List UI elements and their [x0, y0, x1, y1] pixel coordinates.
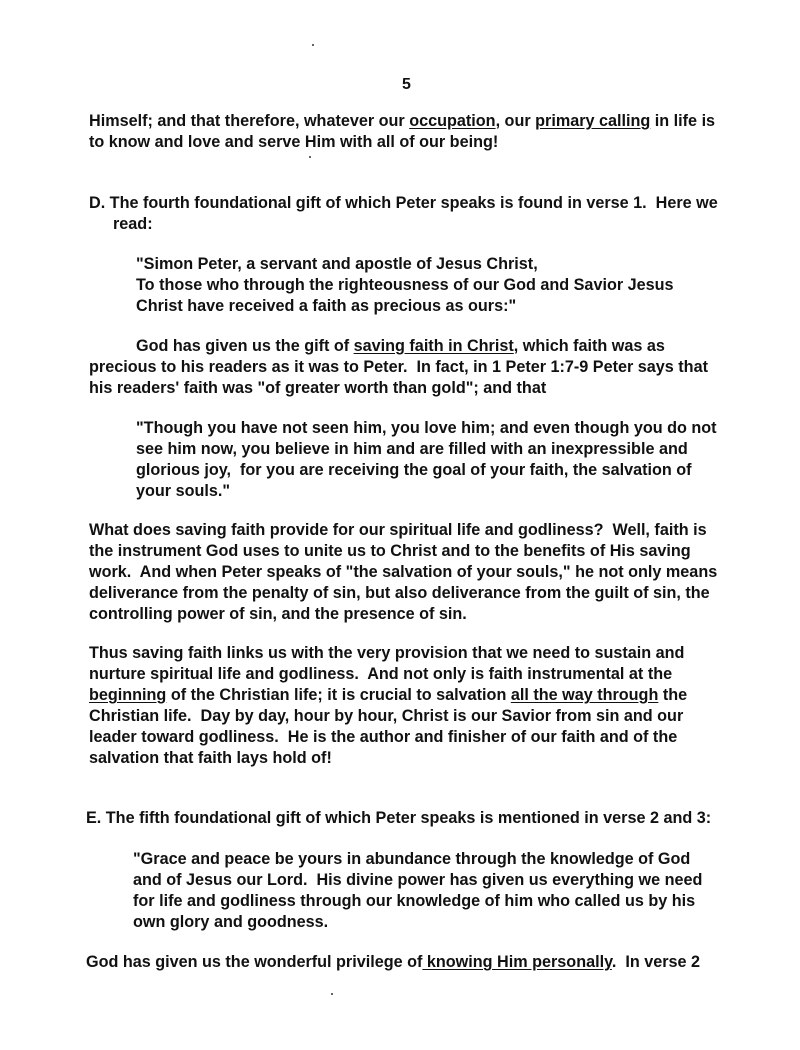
- paragraph-2-line-1: [136, 336, 665, 357]
- quote-1-line-1: "Simon Peter, a servant and apostle of Jesus Christ,: [136, 255, 538, 273]
- quote-3-line-1: "Grace and peace be yours in abundance through the knowledge of God: [133, 850, 691, 868]
- quote-2-line-3: glorious joy, for you are receiving the goal of your faith, the salvation of: [136, 461, 692, 479]
- text: , our: [495, 112, 536, 130]
- text: of the Christian life; it is crucial to salvation: [166, 686, 511, 704]
- quote-3-line-2: and of Jesus our Lord. His divine power has given us everything we need: [133, 871, 703, 889]
- text: the: [658, 686, 688, 704]
- quote-1-line-3: Christ have received a faith as precious as ours:": [136, 297, 517, 315]
- scan-speck: [312, 44, 314, 46]
- paragraph-4-line-2: nurture spiritual life and godliness. And not only is faith instrumental at the: [89, 665, 673, 683]
- text: , which faith was as: [513, 337, 665, 355]
- section-d-heading-line-1: D. The fourth foundational gift of which Peter speaks is found in verse 1. Here we: [89, 194, 718, 212]
- paragraph-3-line-1: What does saving faith provide for our spiritual life and godliness? Well, faith is: [89, 521, 707, 539]
- underlined-text: beginning: [89, 686, 167, 704]
- paragraph-3-line-4: deliverance from the penalty of sin, but also deliverance from the guilt of sin, the: [89, 584, 710, 602]
- paragraph-5-line-1: [86, 952, 700, 973]
- scan-speck: [309, 156, 311, 158]
- paragraph-3-line-3: work. And when Peter speaks of "the salvation of your souls," he not only means: [89, 563, 718, 581]
- text: Himself; and that therefore, whatever our: [89, 112, 410, 130]
- section-e-heading: E. The fifth foundational gift of which Peter speaks is mentioned in verse 2 and 3:: [86, 809, 712, 827]
- quote-1-line-2: To those who through the righteousness of our God and Savior Jesus: [136, 276, 674, 294]
- text: God has given us the wonderful privilege of: [86, 953, 423, 971]
- text: . In verse 2: [611, 953, 701, 971]
- scan-speck: [331, 993, 333, 995]
- underlined-text: occupation: [409, 112, 496, 130]
- quote-3-line-3: for life and godliness through our knowledge of him who called us by his: [133, 892, 696, 910]
- quote-2-line-2: see him now, you believe in him and are filled with an inexpressible and: [136, 440, 688, 458]
- paragraph-4-line-6: salvation that faith lays hold of!: [89, 749, 332, 767]
- paragraph-3-line-5: controlling power of sin, and the presence of sin.: [89, 605, 467, 623]
- underlined-text: knowing Him personally: [422, 953, 612, 971]
- underlined-text: all the way through: [510, 686, 659, 704]
- paragraph-1-line-2: to know and love and serve Him with all of our being!: [89, 133, 499, 151]
- text: in life is: [650, 112, 716, 130]
- paragraph-1-line-1: [89, 111, 715, 132]
- paragraph-4-line-5: leader toward godliness. He is the author and finisher of our faith and of the: [89, 728, 678, 746]
- quote-2-line-1: "Though you have not seen him, you love him; and even though you do not: [136, 419, 717, 437]
- paragraph-2-line-2: precious to his readers as it was to Peter. In fact, in 1 Peter 1:7-9 Peter says that: [89, 358, 708, 376]
- paragraph-4-line-3: [89, 685, 687, 706]
- underlined-text: saving faith in Christ: [353, 337, 514, 355]
- paragraph-2-line-3: his readers' faith was "of greater worth than gold"; and that: [89, 379, 547, 397]
- underlined-text: primary calling: [535, 112, 651, 130]
- section-d-heading-line-2: read:: [113, 215, 153, 233]
- quote-3-line-4: own glory and goodness.: [133, 913, 329, 931]
- paragraph-4-line-1: Thus saving faith links us with the very provision that we need to sustain and: [89, 644, 685, 662]
- page-number: 5: [402, 76, 411, 93]
- paragraph-3-line-2: the instrument God uses to unite us to Christ and to the benefits of His saving: [89, 542, 691, 560]
- quote-2-line-4: your souls.": [136, 482, 231, 500]
- paragraph-4-line-4: Christian life. Day by day, hour by hour, Christ is our Savior from sin and our: [89, 707, 684, 725]
- text: God has given us the gift of: [136, 337, 354, 355]
